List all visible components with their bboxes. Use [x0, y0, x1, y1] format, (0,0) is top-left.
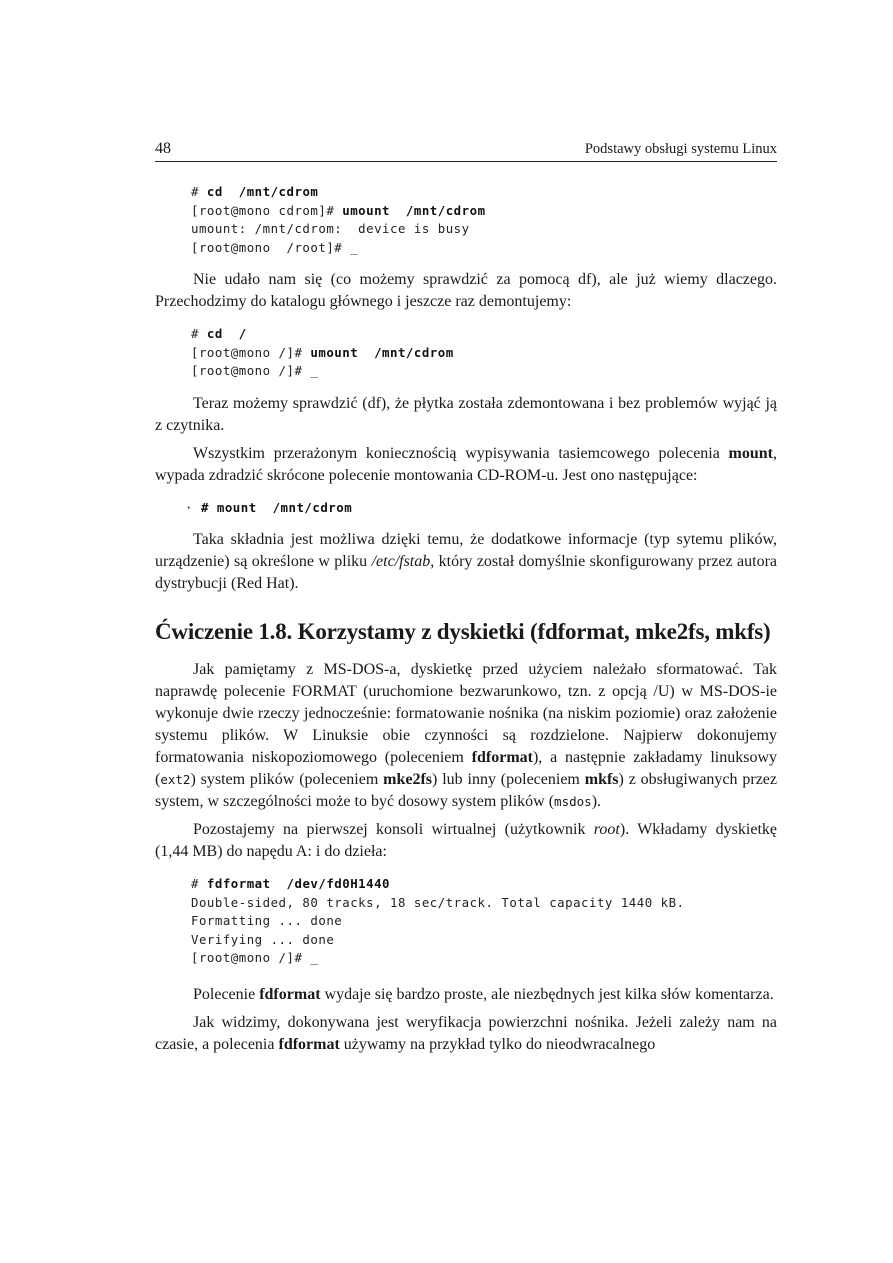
paragraph-6: Pozostajemy na pierwszej konsoli wirtualnej (użytkownik root). Wkładamy dyskietkę (1,44 MB) do napędu A: i do dzieła:: [155, 821, 777, 860]
code-line: Verifying ... done: [191, 931, 335, 947]
page-number: 48: [155, 140, 171, 157]
paragraph-4: Taka składnia jest możliwa dzięki temu, że dodatkowe informacje (typ sytemu plików, urządzenie) są określone w pliku /etc/fstab, który został domyślnie skonfigurowany przez autora dystrybucji (Red Hat).: [155, 531, 777, 592]
code-block-umount-root: [191, 325, 777, 381]
code-block-umount-busy: [191, 183, 777, 257]
paragraph-2: Teraz możemy sprawdzić (df), że płytka została zdemontowana i bez problemów wyjąć ją z czytnika.: [155, 394, 777, 434]
paragraph-8: Jak widzimy, dokonywana jest weryfikacja powierzchni nośnika. Jeżeli zależy nam na czasie, a polecenia fdformat używamy na przykład tylko do nieodwracalnego: [155, 1013, 777, 1053]
code-line: [root@mono cdrom]# umount /mnt/cdrom: [191, 202, 486, 218]
code-line: umount: /mnt/cdrom: device is busy: [191, 221, 470, 236]
code-line: # cd /mnt/cdrom: [191, 184, 319, 199]
code-line: [root@mono /]# _: [191, 363, 319, 378]
code-line: # fdformat /dev/fd0H1440: [191, 876, 390, 891]
section-heading: Ćwiczenie 1.8. Korzystamy z dyskietki (fdformat, mke2fs, mkfs): [155, 619, 771, 644]
book-page: [155, 140, 777, 1056]
running-title: Podstawy obsługi systemu Linux: [584, 141, 777, 157]
paragraph-7: Polecenie fdformat wydaje się bardzo proste, ale niezbędnych jest kilka słów komentarza.: [193, 985, 774, 1003]
code-line: # cd /: [191, 326, 247, 341]
code-line: Double-sided, 80 tracks, 18 sec/track. Total capacity 1440 kB.: [191, 894, 685, 910]
code-line: [root@mono /]# umount /mnt/cdrom: [191, 344, 454, 360]
code-block-fdformat: [191, 875, 777, 968]
paragraph-3: Wszystkim przerażonym koniecznością wypisywania tasiemcowego polecenia mount, wypada zdradzić skrócone polecenie montowania CD-ROM-u. Jest ono następujące:: [155, 444, 777, 484]
paragraph-1: Nie udało nam się (co możemy sprawdzić za pomocą df), ale już wiemy dlaczego. Przechodzimy do katalogu głównego i jeszcze raz demontujemy:: [155, 271, 777, 310]
code-block-mount-short: · # mount /mnt/cdrom: [185, 499, 353, 515]
code-line: [root@mono /root]# _: [191, 239, 359, 255]
paragraph-5: Jak pamiętamy z MS-DOS-a, dyskietkę przed użyciem należało sformatować. Tak naprawdę polecenie FORMAT (uruchomione bezwarunkowo, tzn. z opcją /U) w MS-DOS-ie wykonuje dwie rzeczy jednocześnie: formatowanie nośnika (na niskim poziomie) oraz założenie systemu plików. W Linuksie obie czynności są rozdzielone. Najpierw dokonujemy formatowania niskopoziomowego (poleceniem fdformat), a następnie zakładamy linuksowy (ext2) system plików (poleceniem mke2fs) lub inny (poleceniem mkfs) z obsługiwanych przez system, w szczególności może to być dosowy system plików (msdos).: [155, 661, 778, 810]
code-line: Formatting ... done: [191, 913, 343, 928]
code-line: [root@mono /]# _: [191, 950, 319, 965]
running-header: [155, 140, 777, 162]
